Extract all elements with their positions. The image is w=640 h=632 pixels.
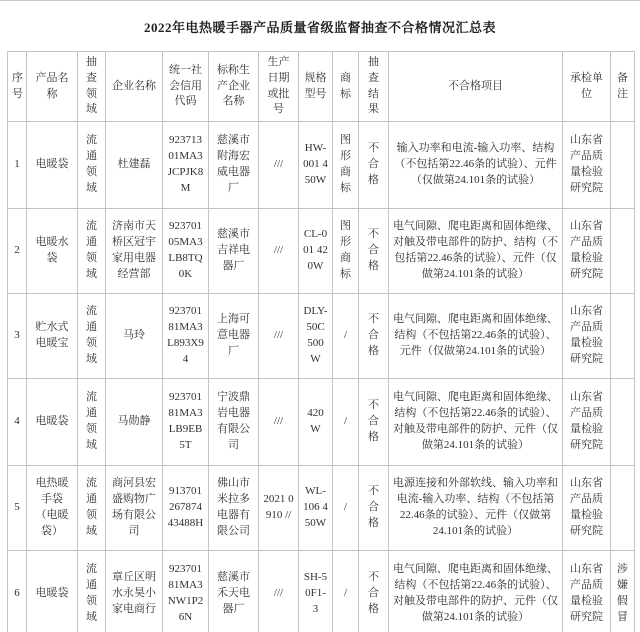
cell-model: DLY-50C 500W — [299, 294, 333, 379]
cell-remark — [611, 466, 635, 551]
cell-model: WL-106 450W — [299, 466, 333, 551]
cell-company: 济南市天桥区冠宇家用电器经营部 — [106, 209, 163, 294]
cell-manufacturer: 慈溪市吉祥电器厂 — [209, 209, 259, 294]
col-header-trademark: 商标 — [333, 52, 359, 122]
table-row — [8, 551, 635, 632]
cell-product: 电暖袋 — [27, 379, 78, 466]
table-title: 2022年电热暖手器产品质量省级监督抽查不合格情况汇总表 — [143, 19, 496, 35]
cell-date-batch: 2021 0910 // — [259, 466, 299, 551]
cell-company: 杜建磊 — [106, 122, 163, 209]
col-header-model: 规格型号 — [299, 52, 333, 122]
col-header-product: 产品名称 — [27, 52, 78, 122]
cell-trademark: / — [333, 379, 359, 466]
cell-field: 流通领域 — [78, 294, 106, 379]
col-header-credit-code: 统一社会信用代码 — [163, 52, 209, 122]
summary-table — [7, 51, 635, 632]
cell-no: 4 — [8, 379, 27, 466]
col-header-defects: 不合格项目 — [389, 52, 563, 122]
cell-trademark: / — [333, 466, 359, 551]
cell-model: SH-50F1-3 — [299, 551, 333, 632]
cell-company: 章丘区明水永昊小家电商行 — [106, 551, 163, 632]
col-header-remark: 备注 — [611, 52, 635, 122]
table-row — [8, 294, 635, 379]
cell-credit-code: 92370181MA3L893X94 — [163, 294, 209, 379]
cell-result: 不合格 — [359, 209, 389, 294]
cell-company: 马玲 — [106, 294, 163, 379]
cell-result: 不合格 — [359, 551, 389, 632]
cell-defects: 电气间隙、爬电距离和固体绝缘、结构（不包括第22.46条的试验）、对触及带电部件的防护、元件（仅做第24.101条的试验） — [389, 551, 563, 632]
cell-company: 商河县宏盛购物广场有限公司 — [106, 466, 163, 551]
cell-defects: 输入功率和电流-输入功率、结构（不包括第22.46条的试验）、元件（仅做第24.101条的试验） — [389, 122, 563, 209]
cell-remark — [611, 122, 635, 209]
col-header-inspector: 承检单位 — [563, 52, 611, 122]
cell-manufacturer: 慈溪市附海宏威电器厂 — [209, 122, 259, 209]
cell-model: HW-001 450W — [299, 122, 333, 209]
cell-model: CL-001 420W — [299, 209, 333, 294]
cell-no: 2 — [8, 209, 27, 294]
table-row — [8, 466, 635, 551]
cell-no: 6 — [8, 551, 27, 632]
cell-inspector: 山东省产品质量检验研究院 — [563, 379, 611, 466]
cell-credit-code: 92370181MA3NW1P26N — [163, 551, 209, 632]
cell-remark — [611, 209, 635, 294]
cell-manufacturer: 佛山市米拉多电器有限公司 — [209, 466, 259, 551]
cell-no: 3 — [8, 294, 27, 379]
cell-credit-code: 91370126787443488H — [163, 466, 209, 551]
col-header-result: 抽查结果 — [359, 52, 389, 122]
cell-remark — [611, 294, 635, 379]
cell-model: 420W — [299, 379, 333, 466]
cell-result: 不合格 — [359, 122, 389, 209]
cell-product: 电暖袋 — [27, 122, 78, 209]
cell-trademark: / — [333, 294, 359, 379]
cell-manufacturer: 慈溪市禾天电器厂 — [209, 551, 259, 632]
table-row — [8, 209, 635, 294]
cell-manufacturer: 宁波鼎岩电器有限公司 — [209, 379, 259, 466]
cell-defects: 电气间隙、爬电距离和固体绝缘、结构（不包括第22.46条的试验）、对触及带电部件的防护、元件（仅做第24.101条的试验） — [389, 379, 563, 466]
cell-defects: 电源连接和外部软线、输入功率和电流-输入功率、结构（不包括第22.46条的试验）、元件（仅做第24.101条的试验） — [389, 466, 563, 551]
cell-defects: 电气间隙、爬电距离和固体绝缘、结构（不包括第22.46条的试验）、元件（仅做第24.101条的试验） — [389, 294, 563, 379]
cell-date-batch: /// — [259, 209, 299, 294]
cell-inspector: 山东省产品质量检验研究院 — [563, 209, 611, 294]
cell-result: 不合格 — [359, 379, 389, 466]
col-header-manufacturer: 标称生产企业名称 — [209, 52, 259, 122]
cell-inspector: 山东省产品质量检验研究院 — [563, 294, 611, 379]
header-row — [8, 52, 635, 122]
cell-product: 电暖水袋 — [27, 209, 78, 294]
table-row — [8, 122, 635, 209]
cell-defects: 电气间隙、爬电距离和固体绝缘、对触及带电部件的防护、结构（不包括第22.46条的试验）、元件（仅做第24.101条的试验） — [389, 209, 563, 294]
cell-credit-code: 92370105MA3LB8TQ0K — [163, 209, 209, 294]
cell-remark — [611, 379, 635, 466]
cell-date-batch: /// — [259, 122, 299, 209]
cell-manufacturer: 上海可意电器厂 — [209, 294, 259, 379]
cell-inspector: 山东省产品质量检验研究院 — [563, 466, 611, 551]
cell-inspector: 山东省产品质量检验研究院 — [563, 551, 611, 632]
cell-result: 不合格 — [359, 466, 389, 551]
cell-trademark: 图形商标 — [333, 122, 359, 209]
cell-field: 流通领域 — [78, 551, 106, 632]
col-header-no: 序号 — [8, 52, 27, 122]
cell-credit-code: 92371301MA3JCPJK8M — [163, 122, 209, 209]
cell-product: 电暖袋 — [27, 551, 78, 632]
cell-date-batch: /// — [259, 551, 299, 632]
cell-date-batch: /// — [259, 379, 299, 466]
cell-field: 流通领域 — [78, 379, 106, 466]
cell-trademark: / — [333, 551, 359, 632]
cell-date-batch: /// — [259, 294, 299, 379]
table-row — [8, 379, 635, 466]
cell-inspector: 山东省产品质量检验研究院 — [563, 122, 611, 209]
cell-field: 流通领域 — [78, 466, 106, 551]
cell-product: 电热暖手袋（电暖袋） — [27, 466, 78, 551]
cell-field: 流通领域 — [78, 122, 106, 209]
cell-trademark: 图形商标 — [333, 209, 359, 294]
col-header-field: 抽查领域 — [78, 52, 106, 122]
col-header-date-batch: 生产日期或批号 — [259, 52, 299, 122]
cell-field: 流通领域 — [78, 209, 106, 294]
cell-result: 不合格 — [359, 294, 389, 379]
cell-no: 5 — [8, 466, 27, 551]
cell-credit-code: 92370181MA3LB9EB5T — [163, 379, 209, 466]
col-header-company: 企业名称 — [106, 52, 163, 122]
cell-product: 贮水式电暖宝 — [27, 294, 78, 379]
cell-remark: 涉嫌假冒 — [611, 551, 635, 632]
cell-company: 马勋静 — [106, 379, 163, 466]
cell-no: 1 — [8, 122, 27, 209]
